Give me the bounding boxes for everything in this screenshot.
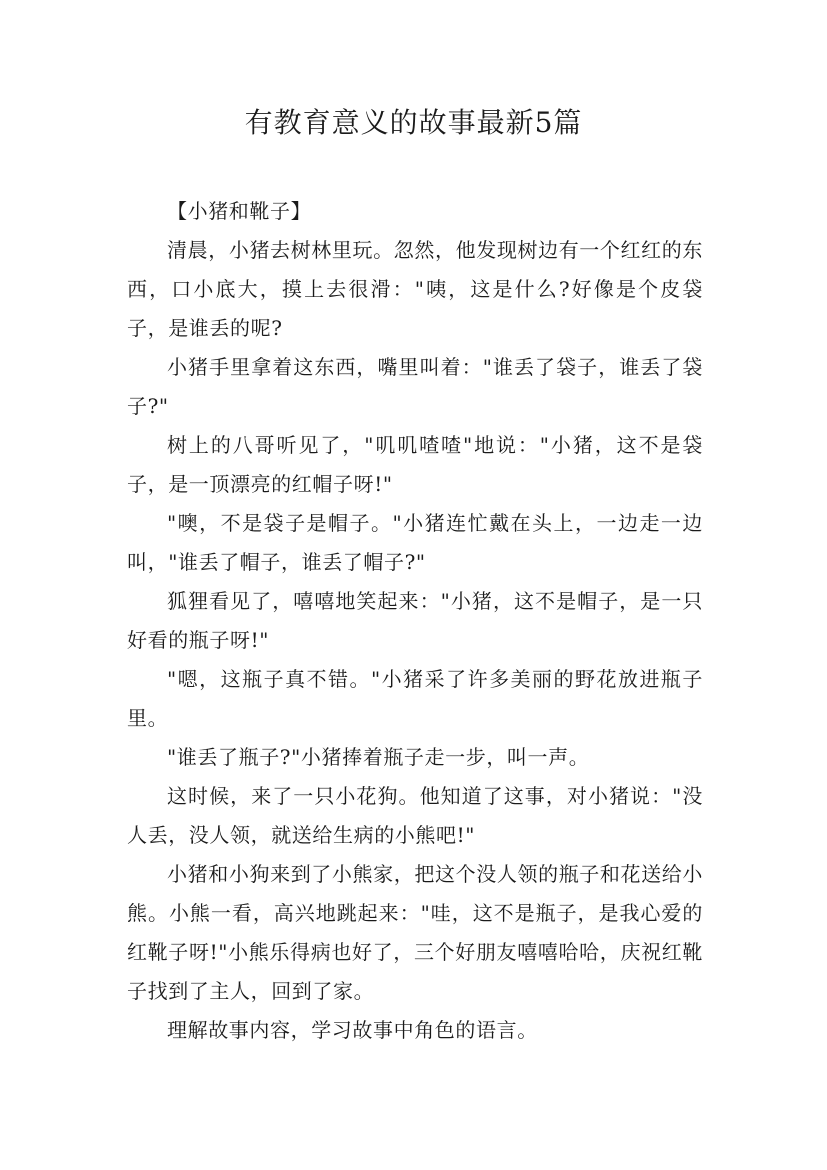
paragraph: 狐狸看见了，嘻嘻地笑起来："小猪，这不是帽子，是一只好看的瓶子呀!" xyxy=(127,589,703,652)
paragraph: 清晨，小猪去树林里玩。忽然，他发现树边有一个红红的东西，口小底大，摸上去很滑："咦，这是什么?好像是个皮袋子，是谁丢的呢? xyxy=(127,238,703,340)
paragraph: 这时候，来了一只小花狗。他知道了这事，对小猪说："没人丢，没人领，就送给生病的小熊吧!" xyxy=(127,784,703,847)
paragraph: 理解故事内容，学习故事中角色的语言。 xyxy=(167,1018,538,1042)
paragraph: "噢，不是袋子是帽子。"小猪连忙戴在头上，一边走一边叫，"谁丢了帽子，谁丢了帽子?" xyxy=(127,511,703,574)
document-body xyxy=(127,192,703,1050)
paragraph: "嗯，这瓶子真不错。"小猪采了许多美丽的野花放进瓶子里。 xyxy=(127,667,703,730)
document-title: 有教育意义的故事最新5篇 xyxy=(244,106,583,139)
section-heading: 【小猪和靴子】 xyxy=(167,199,312,223)
paragraph: 小猪和小狗来到了小熊家，把这个没人领的瓶子和花送给小熊。小熊一看，高兴地跳起来："哇，这不是瓶子，是我心爱的红靴子呀!"小熊乐得病也好了，三个好朋友嘻嘻哈哈，庆祝红靴子找到了主人，回到了家。 xyxy=(127,862,703,1003)
paragraph: "谁丢了瓶子?"小猪捧着瓶子走一步，叫一声。 xyxy=(167,745,590,769)
paragraph: 树上的八哥听见了，"叽叽喳喳"地说："小猪，这不是袋子，是一顶漂亮的红帽子呀!" xyxy=(127,433,703,496)
paragraph: 小猪手里拿着这东西，嘴里叫着："谁丢了袋子，谁丢了袋子?" xyxy=(127,355,703,418)
